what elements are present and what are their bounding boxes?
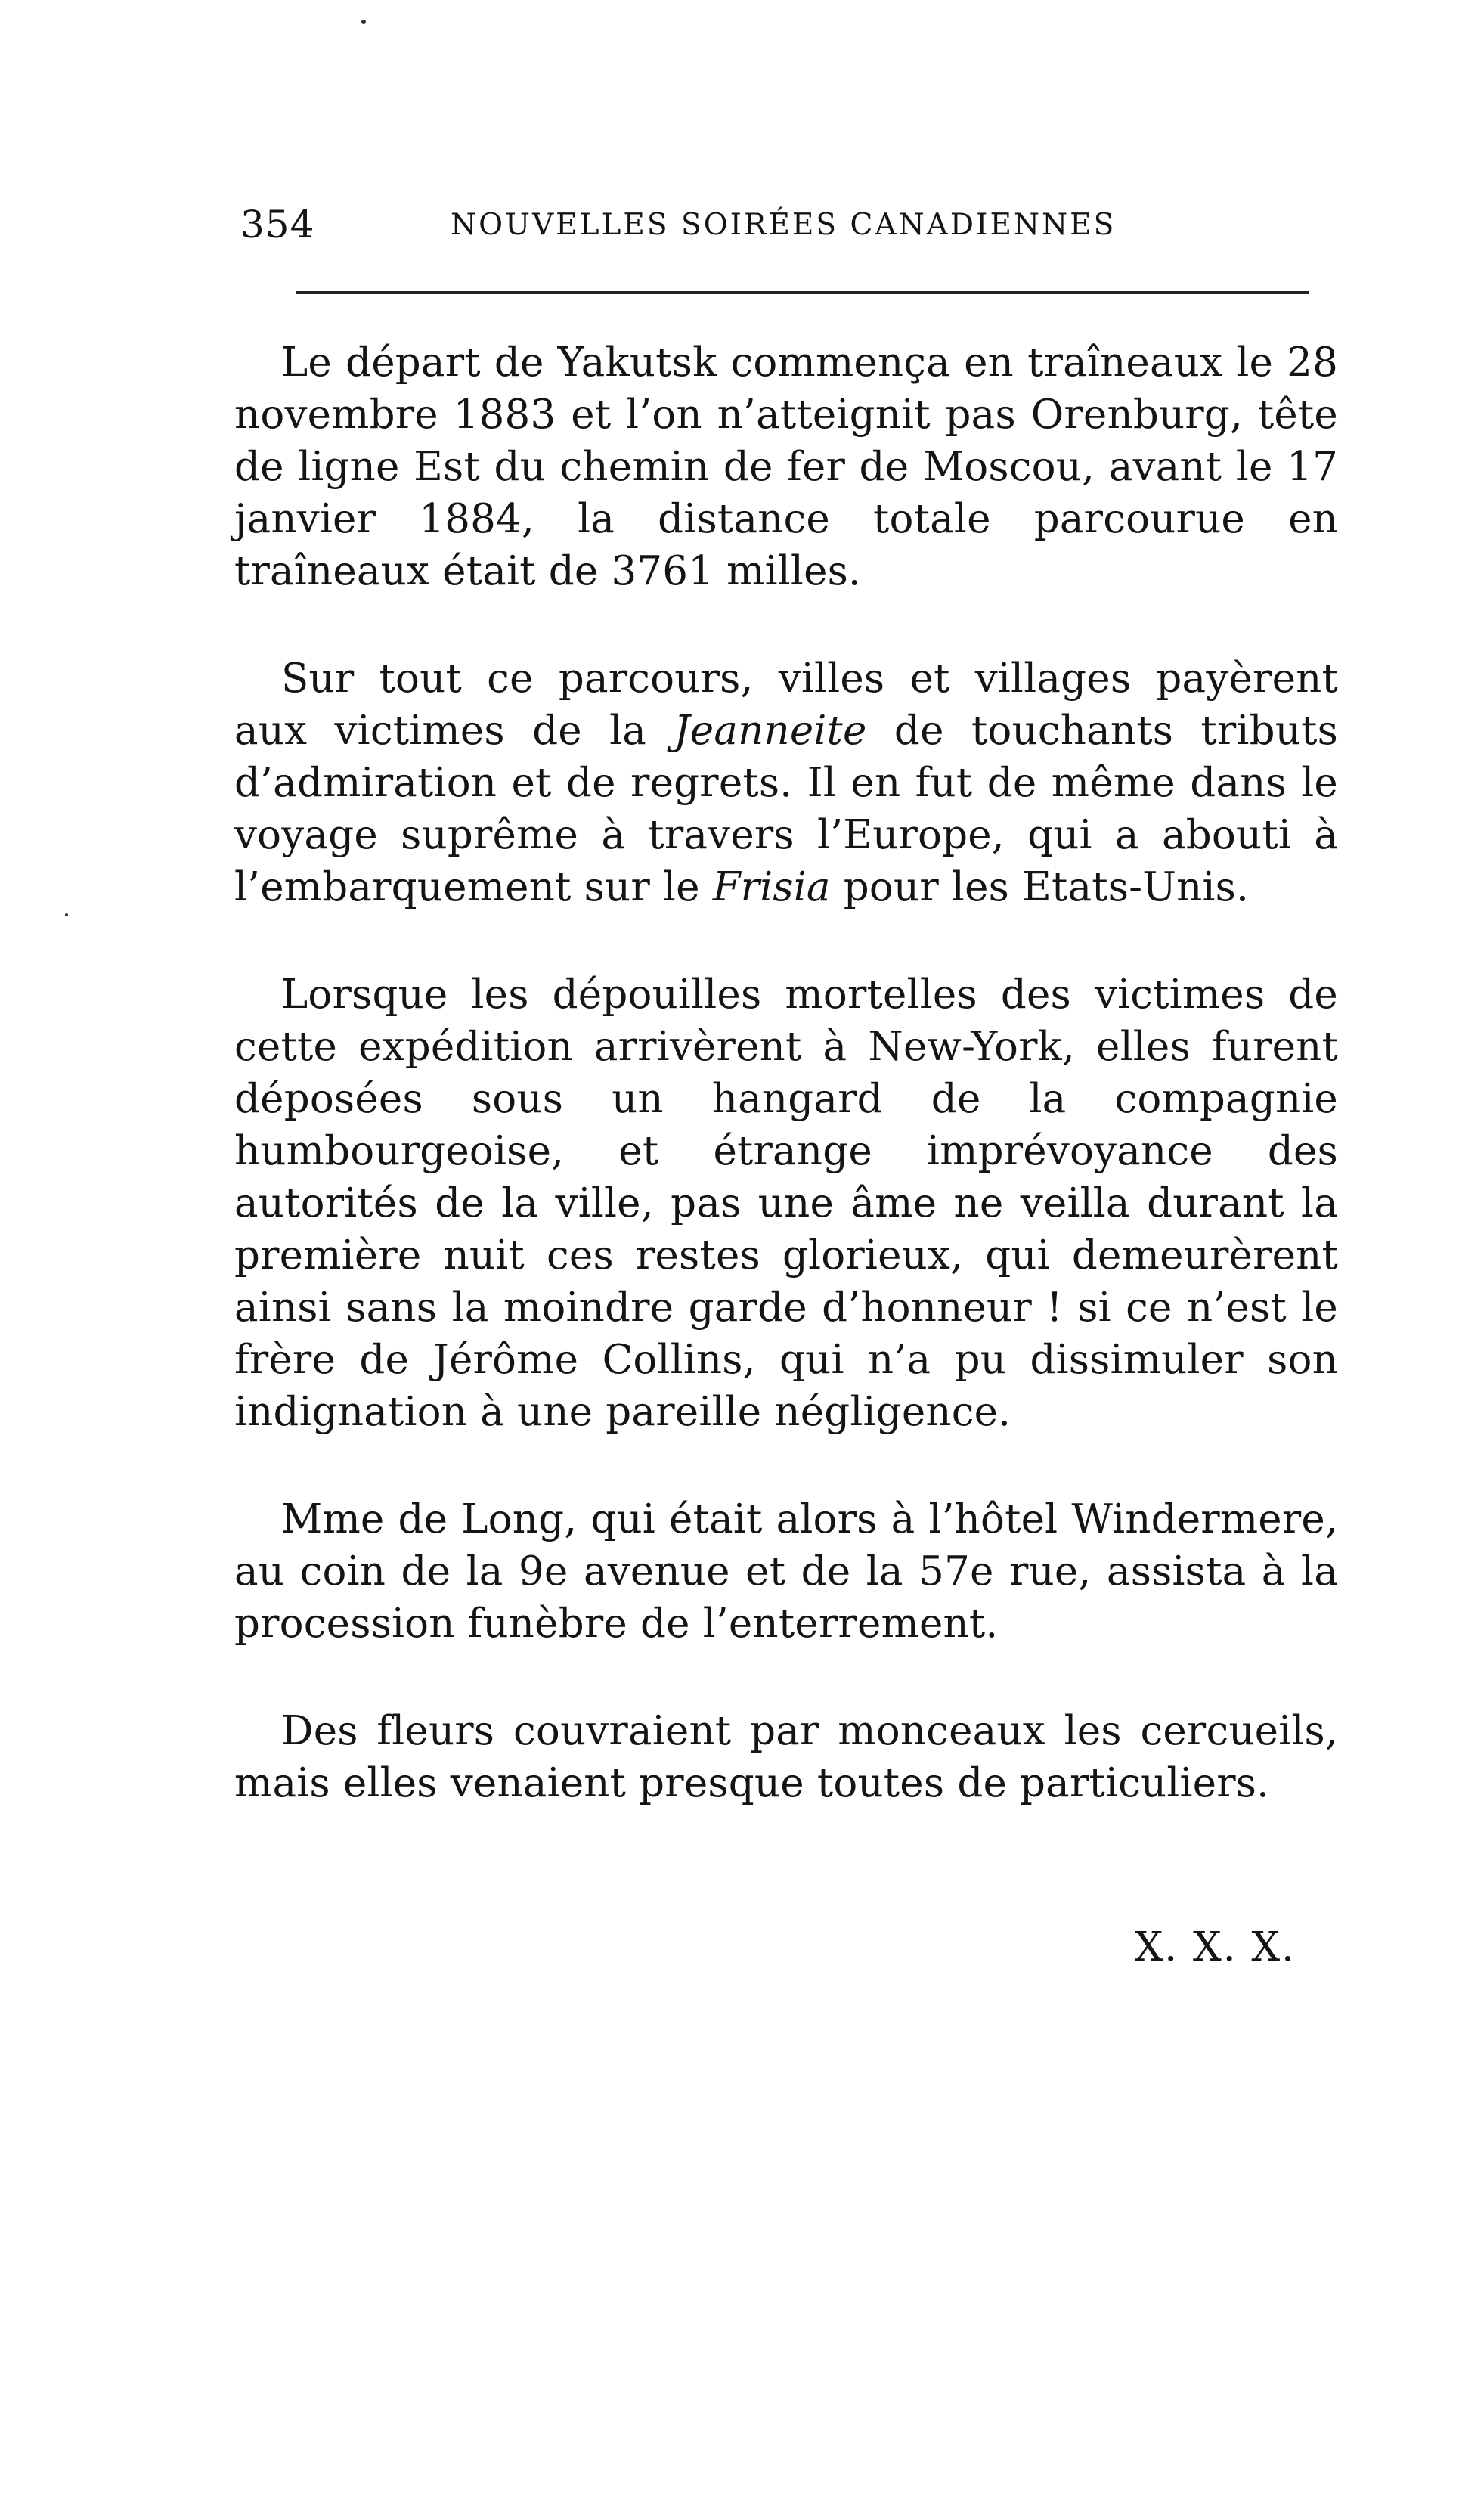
text-segment: Sur tout ce parcours, villes et villages payèrent aux victimes de la (234, 656, 1338, 754)
text-segment: pour les Etats-Unis. (830, 864, 1250, 910)
paragraph (234, 652, 1338, 913)
page-header (240, 198, 1299, 251)
ink-speck (65, 913, 68, 916)
italic-text: Frisia (712, 864, 831, 910)
text-segment: de touchants tributs d’admiration et de regrets. Il en fut de même dans le voyage suprême à travers l’Europe, qui a abouti à l’embarquement sur le (234, 708, 1338, 910)
paragraph (234, 1705, 1338, 1809)
text-segment: Le départ de Yakutsk commença en traîneaux le 28 novembre 1883 et l’on n’atteignit pas Orenburg, tête de ligne Est du chemin de fer de Moscou, avant le 17 janvier 1884, la distance totale parcourue en traîneaux était de 3761 milles. (234, 339, 1338, 594)
text-segment: Des fleurs couvraient par monceaux les cercueils, mais elles venaient presque toutes de particuliers. (234, 1708, 1338, 1806)
italic-text: Jeanneite (674, 708, 867, 754)
body-text (234, 336, 1338, 1864)
paragraph (234, 336, 1338, 597)
text-segment: Lorsque les dépouilles mortelles des victimes de cette expédition arrivèrent à New-York, elles furent déposées sous un hangard de la compagnie humbourgeoise, et étrange imprévoyance des autorités de la ville, pas une âme ne veilla durant la première nuit ces restes glorieux, qui demeurèrent ainsi sans la moindre garde d’honneur ! si ce n’est le frère de Jérôme Collins, qui n’a pu dissimuler son indignation à une pareille négligence. (234, 972, 1338, 1435)
signature: X. X. X. (1134, 1924, 1296, 1970)
page-number: 354 (240, 203, 315, 246)
running-title: NOUVELLES SOIRÉES CANADIENNES (451, 208, 1117, 242)
paragraph (234, 1493, 1338, 1650)
paragraph (234, 969, 1338, 1438)
ink-speck (361, 20, 366, 24)
text-segment: Mme de Long, qui était alors à l’hôtel Windermere, au coin de la 9e avenue et de la 57e rue, assista à la procession funèbre de l’enterrement. (234, 1496, 1338, 1647)
header-rule (296, 291, 1309, 294)
